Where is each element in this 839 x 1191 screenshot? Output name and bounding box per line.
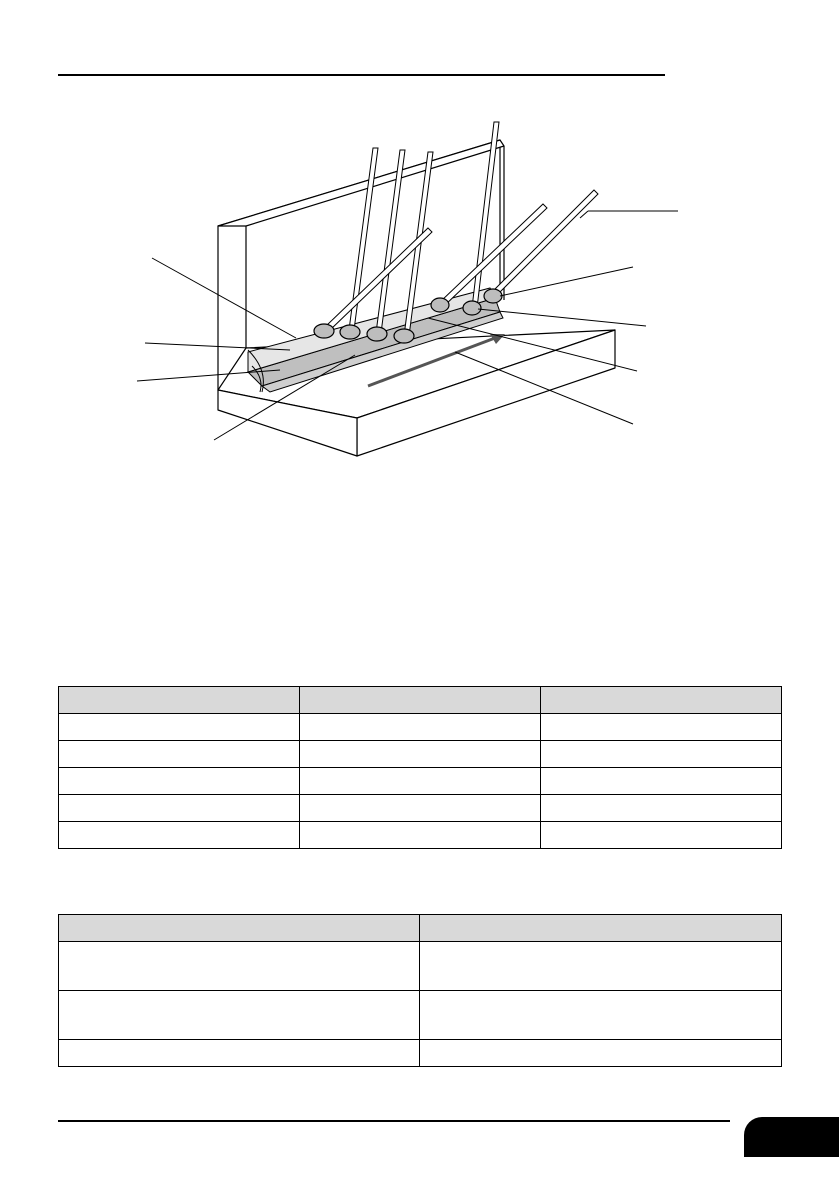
table-row [59,741,782,768]
table-cell [59,714,300,741]
table-cell [541,822,782,849]
table-cell [541,795,782,822]
table-cell [300,795,541,822]
table-2-header-col-1 [59,915,420,942]
weld-pool-3 [367,327,387,341]
parameter-table-1 [58,686,782,849]
table-cell [300,822,541,849]
table-row [59,714,782,741]
table-cell [541,714,782,741]
table-1-header-col-1 [59,687,300,714]
table-cell [420,1040,782,1067]
footer-rule [58,1120,730,1122]
table-row [59,822,782,849]
table-cell [59,795,300,822]
table-row [59,942,782,991]
weld-pool-6 [463,301,481,315]
table-row [59,768,782,795]
table-1-header-col-2 [300,687,541,714]
table-cell [300,741,541,768]
table-cell [300,714,541,741]
table-2-header-col-2 [420,915,782,942]
table-cell [59,768,300,795]
table-row [59,795,782,822]
table-row [59,1040,782,1067]
table-cell [300,768,541,795]
parameter-table-2 [58,914,782,1067]
table-cell [59,822,300,849]
table-cell [420,991,782,1040]
table-header-row [59,915,782,942]
table-row [59,991,782,1040]
table-header-row [59,687,782,714]
weld-pool-2 [340,325,360,339]
weld-pool-7 [484,289,502,303]
table-cell [541,741,782,768]
page-number-tab [744,1117,839,1157]
table-cell [59,741,300,768]
weld-pool-1 [314,324,334,338]
welding-diagram [0,100,839,470]
weld-pool-4 [394,329,414,343]
table-cell [59,942,420,991]
header-rule [58,74,665,76]
table-cell [59,1040,420,1067]
table-cell [541,768,782,795]
table-1-header-col-3 [541,687,782,714]
table-cell [59,991,420,1040]
table-cell [420,942,782,991]
weld-pool-5 [431,298,449,312]
